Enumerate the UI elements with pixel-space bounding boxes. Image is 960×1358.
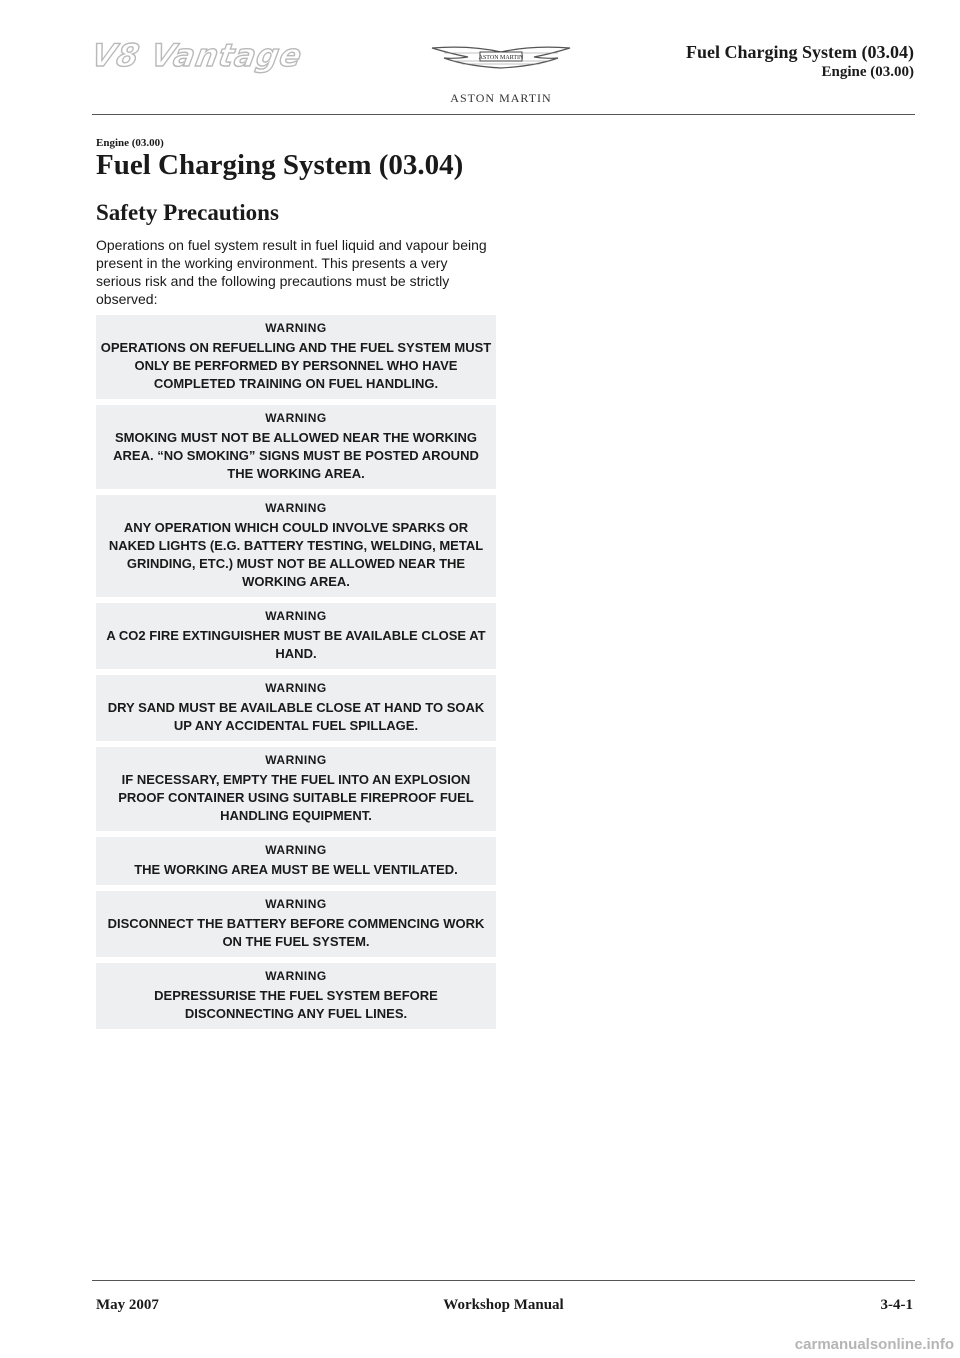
warning-label: WARNING bbox=[265, 609, 327, 623]
warning-text: SMOKING MUST NOT BE ALLOWED NEAR THE WORKING AREA. “NO SMOKING” SIGNS MUST BE POSTED AROUND THE WORKING AREA. bbox=[113, 430, 479, 481]
warning-label: WARNING bbox=[265, 681, 327, 695]
aston-martin-wordmark: ASTON MARTIN bbox=[450, 91, 552, 105]
page-header bbox=[0, 0, 960, 116]
warning-text: DRY SAND MUST BE AVAILABLE CLOSE AT HAND TO SOAK UP ANY ACCIDENTAL FUEL SPILLAGE. bbox=[107, 700, 485, 733]
warning-box bbox=[96, 405, 496, 489]
warning-box bbox=[96, 315, 496, 399]
warning-text: ANY OPERATION WHICH COULD INVOLVE SPARKS OR NAKED LIGHTS (E.G. BATTERY TESTING, WELDING, METAL GRINDING, ETC.) MUST NOT BE ALLOWED NEAR THE WORKING AREA. bbox=[108, 520, 484, 589]
warning-label: WARNING bbox=[265, 969, 327, 983]
warning-text: OPERATIONS ON REFUELLING AND THE FUEL SYSTEM MUST ONLY BE PERFORMED BY PERSONNEL WHO HAVE COMPLETED TRAINING ON FUEL HANDLING. bbox=[100, 340, 492, 391]
header-subtitle: Engine (03.00) bbox=[821, 64, 914, 80]
header-titles bbox=[686, 42, 914, 82]
warning-text: IF NECESSARY, EMPTY THE FUEL INTO AN EXPLOSION PROOF CONTAINER USING SUITABLE FIREPROOF FUEL HANDLING EQUIPMENT. bbox=[118, 772, 474, 823]
footer-rule bbox=[92, 1280, 915, 1281]
warning-label: WARNING bbox=[265, 501, 327, 515]
v8-vantage-logo: V8 Vantage bbox=[88, 38, 306, 74]
header-rule bbox=[92, 114, 915, 115]
warning-box bbox=[96, 891, 496, 957]
warning-text: DEPRESSURISE THE FUEL SYSTEM BEFORE DISCONNECTING ANY FUEL LINES. bbox=[154, 988, 438, 1021]
warning-text: A CO2 FIRE EXTINGUISHER MUST BE AVAILABLE CLOSE AT HAND. bbox=[106, 628, 486, 661]
breadcrumb: Engine (03.00) bbox=[96, 137, 164, 149]
warning-text: THE WORKING AREA MUST BE WELL VENTILATED. bbox=[134, 862, 458, 877]
warning-label: WARNING bbox=[265, 321, 327, 335]
aston-martin-wings-emblem bbox=[430, 42, 572, 76]
warning-label: WARNING bbox=[265, 411, 327, 425]
warning-box bbox=[96, 963, 496, 1029]
warning-box bbox=[96, 837, 496, 885]
page-number: 3-4-1 bbox=[880, 1297, 913, 1313]
warnings-list bbox=[96, 315, 496, 1035]
emblem-text: ASTON MARTIN bbox=[478, 55, 524, 61]
page-title: Fuel Charging System (03.04) bbox=[96, 149, 464, 181]
header-title: Fuel Charging System (03.04) bbox=[686, 42, 914, 62]
section-title: Safety Precautions bbox=[96, 200, 279, 225]
warning-box bbox=[96, 603, 496, 669]
footer-title: Workshop Manual bbox=[443, 1297, 564, 1313]
footer-date: May 2007 bbox=[96, 1297, 159, 1313]
warning-label: WARNING bbox=[265, 897, 327, 911]
watermark-link[interactable]: carmanualsonline.info bbox=[794, 1336, 954, 1353]
warning-box bbox=[96, 495, 496, 597]
warning-box bbox=[96, 675, 496, 741]
warning-label: WARNING bbox=[265, 843, 327, 857]
warning-text: DISCONNECT THE BATTERY BEFORE COMMENCING WORK ON THE FUEL SYSTEM. bbox=[107, 916, 485, 949]
intro-paragraph: Operations on fuel system result in fuel liquid and vapour being present in the working environment. This presents a very serious risk and the following precautions must be strictly observed: bbox=[96, 237, 487, 307]
warning-label: WARNING bbox=[265, 753, 327, 767]
warning-box bbox=[96, 747, 496, 831]
